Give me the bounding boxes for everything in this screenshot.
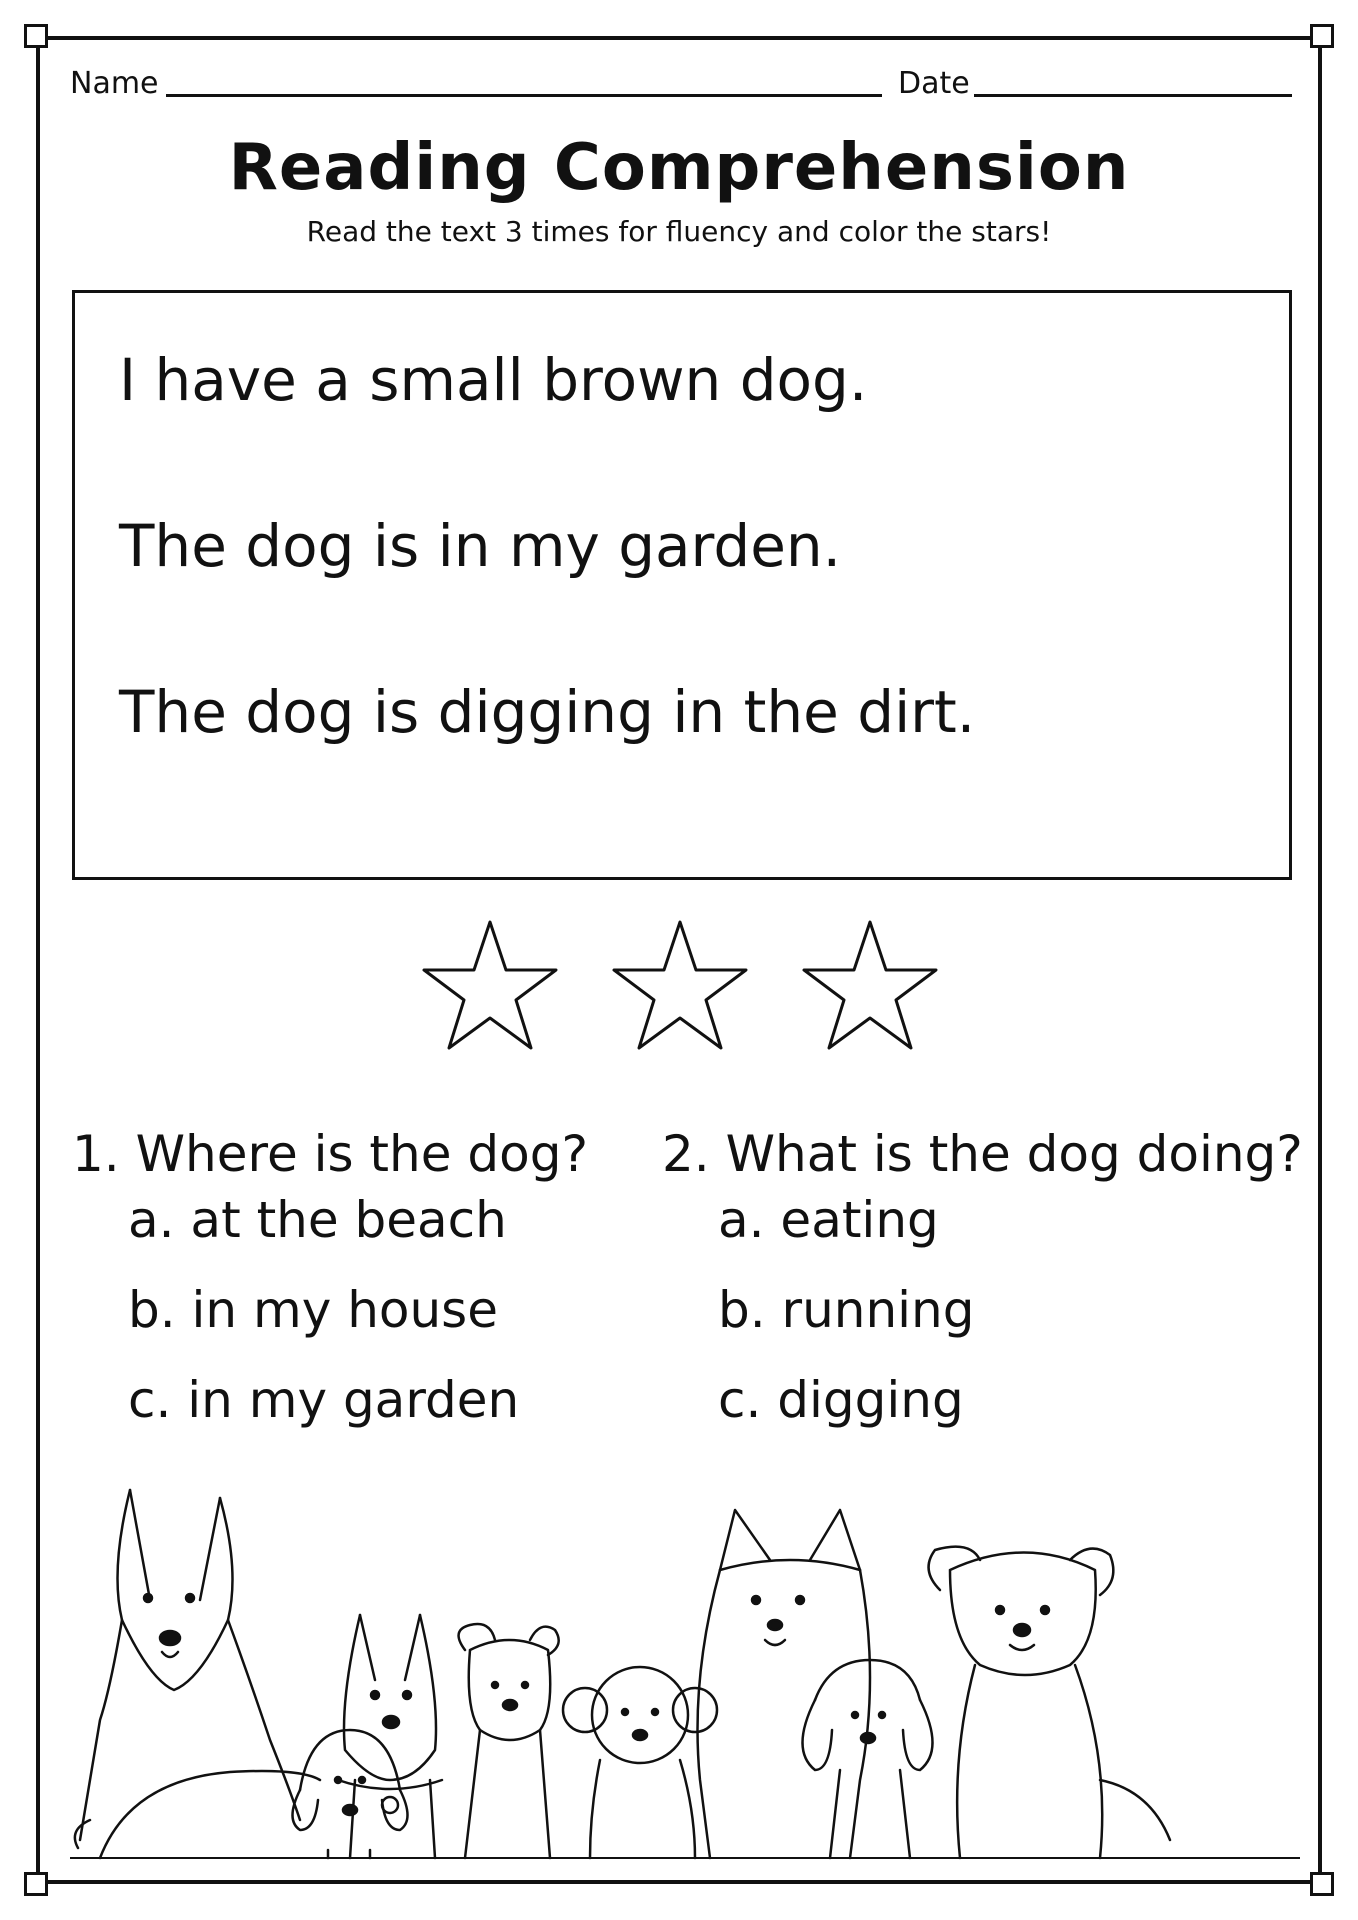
corner-mark-bottom-right: [1310, 1872, 1334, 1896]
question-2-option-a[interactable]: a. eating: [718, 1191, 939, 1249]
star-icon[interactable]: [800, 918, 940, 1052]
dog-spaniel: [803, 1660, 933, 1858]
passage-sentence: I have a small brown dog.: [119, 346, 868, 414]
name-field[interactable]: [166, 94, 882, 97]
corner-mark-top-right: [1310, 24, 1334, 48]
star-icon[interactable]: [420, 918, 560, 1052]
reading-passage-box: [72, 290, 1292, 880]
dog-collar: [338, 1615, 442, 1858]
date-field[interactable]: [974, 94, 1292, 97]
page-title: Reading Comprehension: [228, 131, 1130, 205]
dog-shepherd: [80, 1490, 300, 1840]
fluency-stars: [420, 918, 960, 1052]
dog-shiba: [698, 1510, 871, 1858]
question-1-prompt: 1. Where is the dog?: [72, 1125, 588, 1183]
corner-mark-bottom-left: [24, 1872, 48, 1896]
page-subtitle: Read the text 3 times for fluency and color the stars!: [306, 215, 1052, 248]
corner-mark-top-left: [24, 24, 48, 48]
question-2-prompt: 2. What is the dog doing?: [662, 1125, 1303, 1183]
question-1-option-a[interactable]: a. at the beach: [128, 1191, 507, 1249]
question-1-option-b[interactable]: b. in my house: [128, 1281, 498, 1339]
dogs-illustration: [70, 1480, 1300, 1860]
passage-sentence: The dog is digging in the dirt.: [119, 678, 976, 746]
question-2-option-c[interactable]: c. digging: [718, 1371, 964, 1429]
dog-terrier: [459, 1624, 559, 1858]
passage-sentence: The dog is in my garden.: [119, 512, 842, 580]
dog-lying: [75, 1771, 320, 1858]
dog-poodle: [563, 1667, 717, 1858]
question-2-option-b[interactable]: b. running: [718, 1281, 975, 1339]
date-label: Date: [898, 66, 970, 101]
dog-fluffy: [929, 1547, 1170, 1858]
question-1-option-c[interactable]: c. in my garden: [128, 1371, 520, 1429]
name-label: Name: [70, 66, 159, 101]
star-icon[interactable]: [610, 918, 750, 1052]
